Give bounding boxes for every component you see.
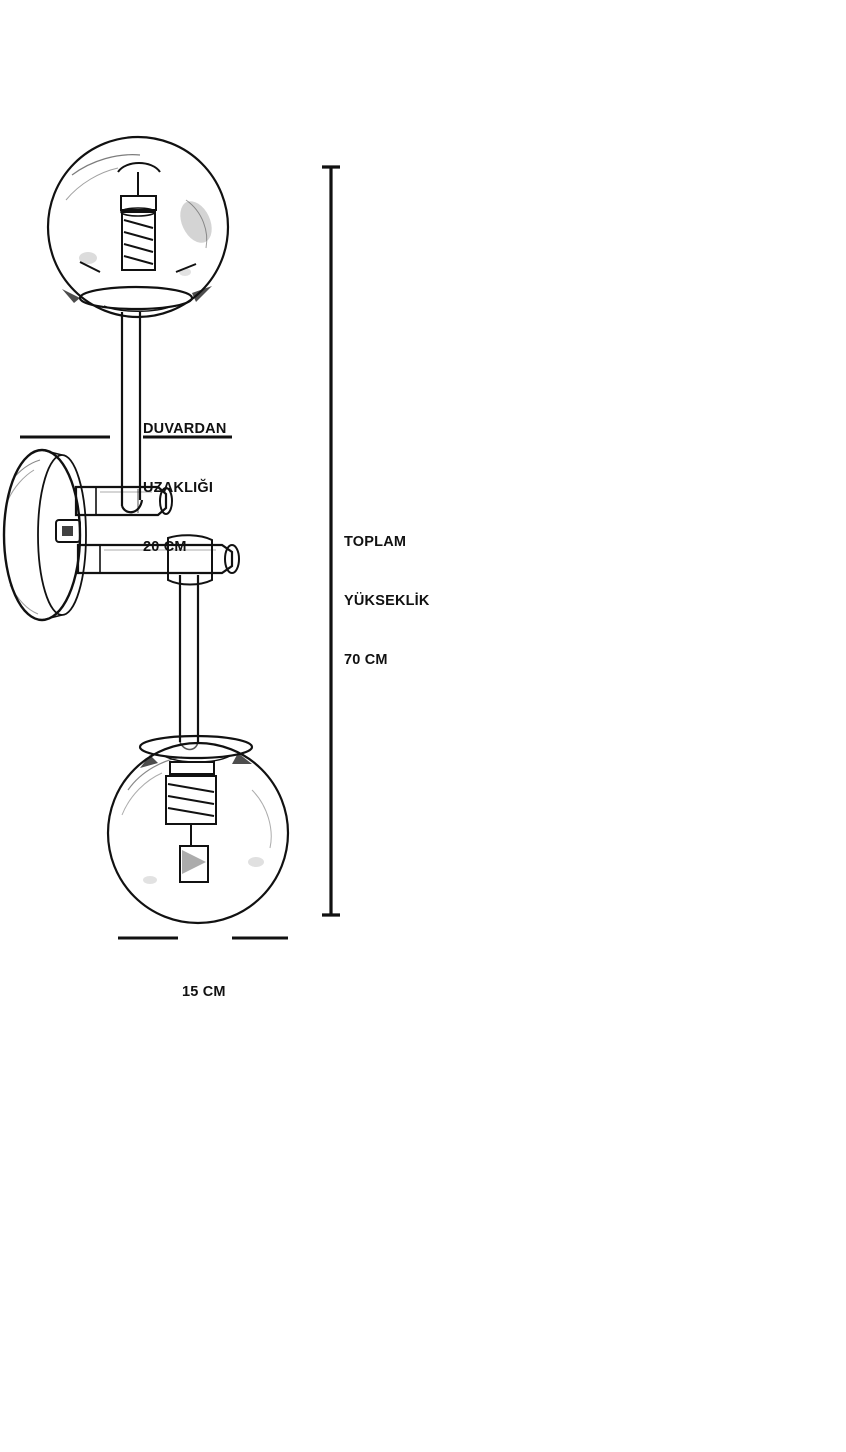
total-height-dimension-line (322, 167, 340, 915)
wall-distance-label-line2: UZAKLIĞI (143, 479, 214, 496)
wall-distance-label-value: 20 CM (143, 538, 187, 555)
upper-bulb-socket (118, 163, 160, 270)
total-height-label-value: 70 CM (344, 651, 388, 668)
wall-distance-label-line1: DUVARDAN (143, 421, 227, 438)
upper-arm-rod (122, 312, 142, 512)
total-height-label-line2: YÜKSEKLİK (344, 592, 430, 609)
lower-bulb-socket (166, 762, 216, 882)
width-label (182, 944, 226, 1042)
total-height-label-line1: TOPLAM (344, 534, 407, 551)
wall-distance-label (143, 381, 227, 596)
lower-globe (108, 743, 288, 923)
lower-arm-rod (180, 575, 198, 750)
wall-mount-plate (4, 450, 86, 620)
total-height-label (344, 494, 430, 709)
width-label-value: 15 CM (182, 984, 226, 1001)
